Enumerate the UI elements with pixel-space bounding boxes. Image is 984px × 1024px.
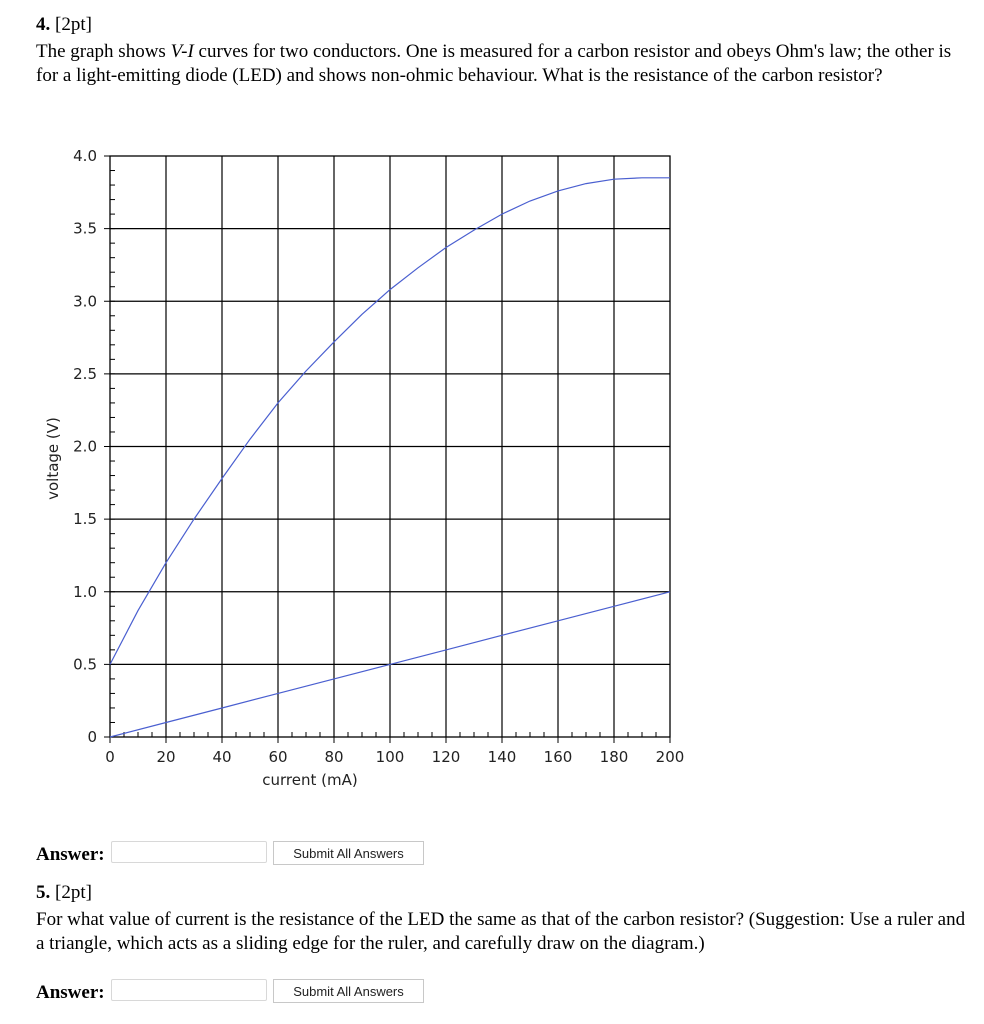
submit-all-answers-button-5[interactable]: Submit All Answers (273, 979, 424, 1003)
x-tick-label-140: 140 (487, 748, 517, 766)
x-tick-label-20: 20 (156, 748, 176, 766)
answer-input-5[interactable] (111, 979, 267, 1001)
question-4-text (36, 40, 966, 88)
question-4-points: [2pt] (55, 14, 92, 35)
question-5-number: 5. (36, 882, 51, 903)
x-tick-label-200: 200 (655, 748, 685, 766)
y-tick-label-2: 2.0 (73, 437, 97, 456)
x-tick-label-60: 60 (268, 748, 288, 766)
question-5-header (36, 882, 92, 904)
question-4-text-a: The graph shows (36, 41, 171, 62)
answer-label-5: Answer: (36, 982, 105, 1003)
y-tick-label-3: 3.0 (73, 292, 97, 311)
x-tick-label-40: 40 (212, 748, 232, 766)
vi-chart (30, 140, 710, 800)
question-4-header (36, 14, 92, 36)
y-tick-label-2.5: 2.5 (73, 364, 97, 383)
x-tick-label-0: 0 (105, 748, 115, 766)
y-tick-label-0: 0 (87, 728, 97, 746)
question-4-number: 4. (36, 14, 51, 35)
question-4-text-vi: V-I (170, 41, 194, 62)
x-tick-label-160: 160 (543, 748, 573, 766)
y-tick-label-1: 1.0 (73, 582, 97, 601)
x-tick-label-180: 180 (599, 748, 629, 766)
submit-all-answers-button-4[interactable]: Submit All Answers (273, 841, 424, 865)
y-tick-label-3.5: 3.5 (73, 219, 97, 238)
x-tick-label-120: 120 (431, 748, 461, 766)
answer-label-4: Answer: (36, 844, 105, 865)
question-5-text: For what value of current is the resistance of the LED the same as that of the carbon resistor? (Suggestion: Use a ruler and a triangle, which acts as a sliding edge for the ruler, and carefully draw on the diagram.) (36, 909, 966, 954)
y-tick-label-1.5: 1.5 (73, 510, 97, 529)
y-tick-label-0.5: 0.5 (73, 655, 97, 674)
answer-input-4[interactable] (111, 841, 267, 863)
x-tick-label-100: 100 (375, 748, 405, 766)
x-axis-label: current (mA) (262, 771, 358, 789)
x-tick-label-80: 80 (324, 748, 344, 766)
question-4-text-b: curves for two conductors. One is measured for a carbon resistor and obeys Ohm's law; the other is for a light-emitting diode (LED) and shows non-ohmic behaviour. What is the resistance of the carbon resistor? (36, 41, 952, 86)
y-tick-label-4: 4.0 (73, 147, 97, 165)
question-5-points: [2pt] (55, 882, 92, 903)
y-axis-label: voltage (V) (44, 417, 62, 500)
